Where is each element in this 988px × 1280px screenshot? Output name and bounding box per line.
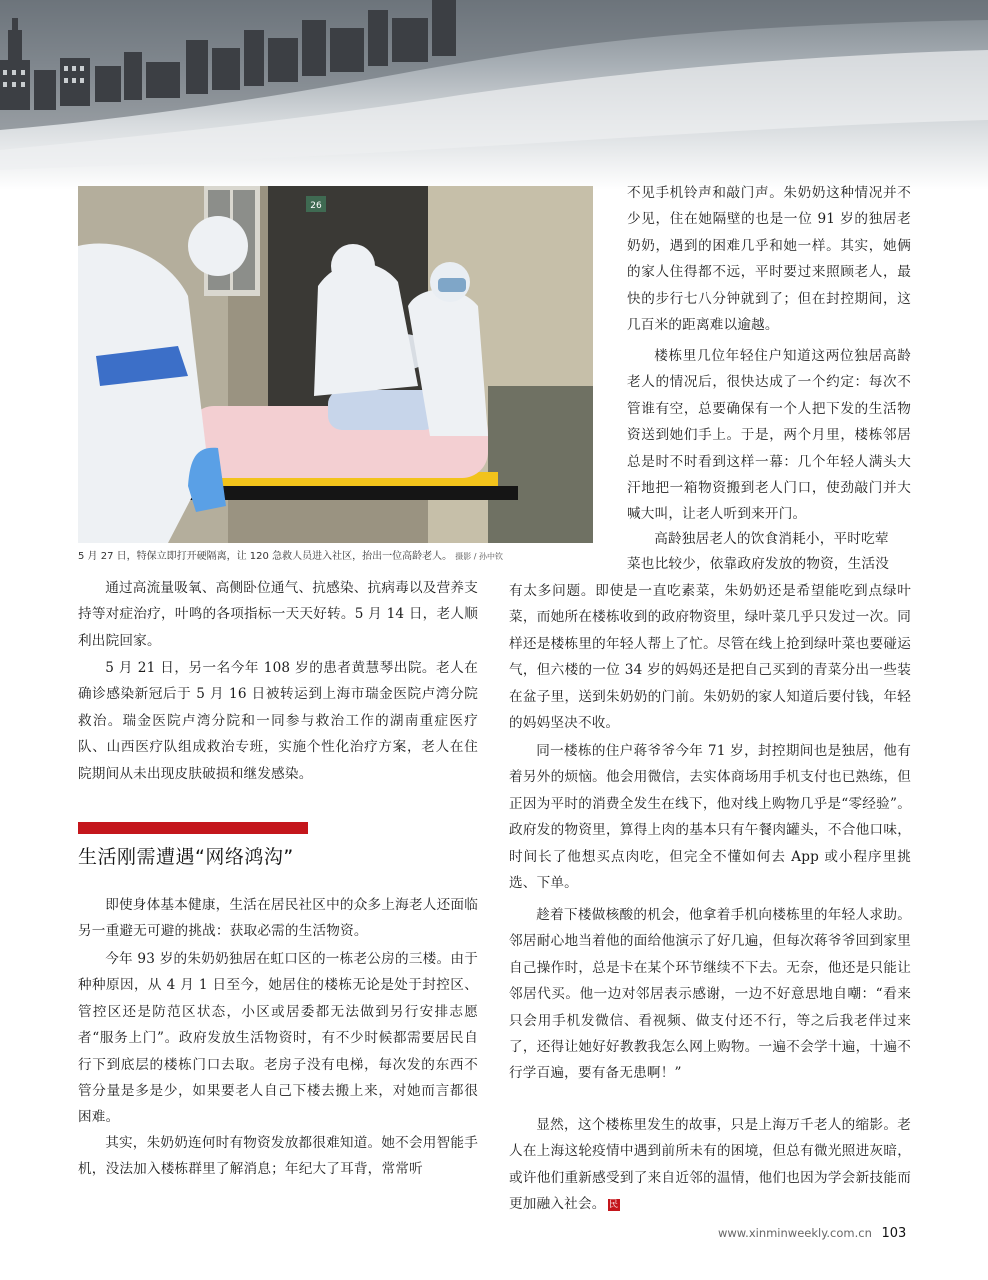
body-paragraph: 有太多问题。即使是一直吃素菜，朱奶奶还是希望能吃到点绿叶菜，而她所在楼栋收到的政府物资里，绿叶菜几乎只发过一次。同样还是楼栋里的年轻人帮上了忙。尽管在线上抢到绿叶菜也要碰运气，但六楼的一位 34 岁的妈妈还是把自己买到的青菜分出一些装在盆子里，送到朱奶奶的门前。朱奶奶的家人知道后要付钱，年轻的妈妈坚决不收。 [509, 583, 911, 732]
section-title: 生活刚需遭遇“网络鸿沟” [78, 846, 294, 868]
body-paragraph: 其实，朱奶奶连何时有物资发放都很难知道。她不会用智能手机，没法加入楼栋群里了解消息；年纪大了耳背，常常听 [78, 1135, 478, 1178]
body-paragraph-line: 菜也比较少，依靠政府发放的物资，生活没 [627, 556, 890, 572]
city-skyline-image [0, 0, 988, 190]
section-divider-bar [78, 822, 308, 834]
body-paragraph: 不见手机铃声和敲门声。朱奶奶这种情况并不少见，住在她隔壁的也是一位 91 岁的独居老奶奶，遇到的困难几乎和她一样。其实，她俩的家人住得都不远，平时要过来照顾老人，最快的步行七八分钟就到了；但在封控期间，这几百米的距离难以逾越。 [627, 185, 911, 334]
body-paragraph: 趁着下楼做核酸的机会，他拿着手机向楼栋里的年轻人求助。邻居耐心地当着他的面给他演示了好几遍，但每次蒋爷爷回到家里自己操作时，总是卡在某个环节继续不下去。无奈，他还是只能让邻居代买。他一边对邻居表示感谢，一边不好意思地自嘲：“看来只会用手机发微信、看视频、做支付还不行，等之后我老伴过来了，还得让她好好教教我怎么网上购物。一遍不会学十遍，十遍不行学百遍，要有备无患啊！” [509, 907, 911, 1082]
footer-url[interactable]: www.xinminweekly.com.cn [718, 1226, 872, 1240]
body-paragraph-final [509, 1112, 911, 1218]
page-footer [718, 1226, 906, 1241]
body-paragraph: 今年 93 岁的朱奶奶独居在虹口区的一栋老公房的三楼。由于种种原因，从 4 月 1 日至今，她居住的楼栋无论是处于封控区、管控区还是防范区状态，小区或居委都无法做到另行安排志愿者“服务上门”。政府发放生活物资时，有不少时候都需要居民自行下到底层的楼栋门口去取。老房子没有电梯，每次发的东西不管分量是多是少，如果要老人自己下楼去搬上来，对她而言都很困难。 [78, 951, 478, 1126]
body-paragraph: 即使身体基本健康，生活在居民社区中的众多上海老人还面临另一重避无可避的挑战：获取必需的生活物资。 [78, 897, 478, 940]
body-paragraph: 5 月 21 日，另一名今年 108 岁的患者黄慧琴出院。老人在确诊感染新冠后于 5 月 16 日被转运到上海市瑞金医院卢湾分院救治。瑞金医院卢湾分院和一同参与救治工作的湖南重症医疗队、山西医疗队组成救治专班，实施个性化治疗方案，老人在住院期间从未出现皮肤破损和继发感染。 [78, 660, 478, 782]
photo-caption [78, 547, 598, 562]
caption-credit: 摄影 / 孙中钦 [455, 552, 504, 561]
header-skyline-image [0, 0, 988, 190]
body-paragraph: 通过高流量吸氧、高侧卧位通气、抗感染、抗病毒以及营养支持等对症治疗，叶鸣的各项指标一天天好转。5 月 14 日，老人顺利出院回家。 [78, 580, 478, 649]
caption-text: 5 月 27 日，特保立即打开硬隔离，让 120 急救人员进入社区，抬出一位高龄老人。 [78, 551, 453, 562]
page-number: 103 [881, 1226, 907, 1241]
door-number: 26 [310, 201, 322, 211]
rescue-scene-image [78, 186, 593, 543]
body-paragraph: 同一楼栋的住户蒋爷爷今年 71 岁，封控期间也是独居，他有着另外的烦恼。他会用微信，去实体商场用手机支付也已熟练，但正因为平时的消费全发生在线下，他对线上购物几乎是“零经验”。政府发的物资里，算得上肉的基本只有午餐肉罐头，不合他口味，时间长了他想买点肉吃，但完全不懂如何去 App 或小程序里挑选、下单。 [509, 743, 911, 892]
body-paragraph: 楼栋里几位年轻住户知道这两位独居高龄老人的情况后，很快达成了一个约定：每次不管谁有空，总要确保有一个人把下发的生活物资送到她们手上。于是，两个月里，楼栋邻居总是时不时看到这样一幕：几个年轻人满头大汗地把一箱物资搬到老人门口，使劲敲门并大喊大叫，让老人听到来开门。 [627, 348, 911, 523]
body-paragraph-line: 高龄独居老人的饮食消耗小，平时吃荤 [654, 531, 889, 547]
final-paragraph-text: 显然，这个楼栋里发生的故事，只是上海万千老人的缩影。老人在上海这轮疫情中遇到前所未有的困境，但总有微光照进灰暗，或许他们重新感受到了来自近邻的温情，他们也因为学会新技能而更加融入社会。 [509, 1117, 911, 1213]
end-mark-icon: 民 [608, 1199, 619, 1210]
medical-rescue-photo [78, 186, 593, 543]
